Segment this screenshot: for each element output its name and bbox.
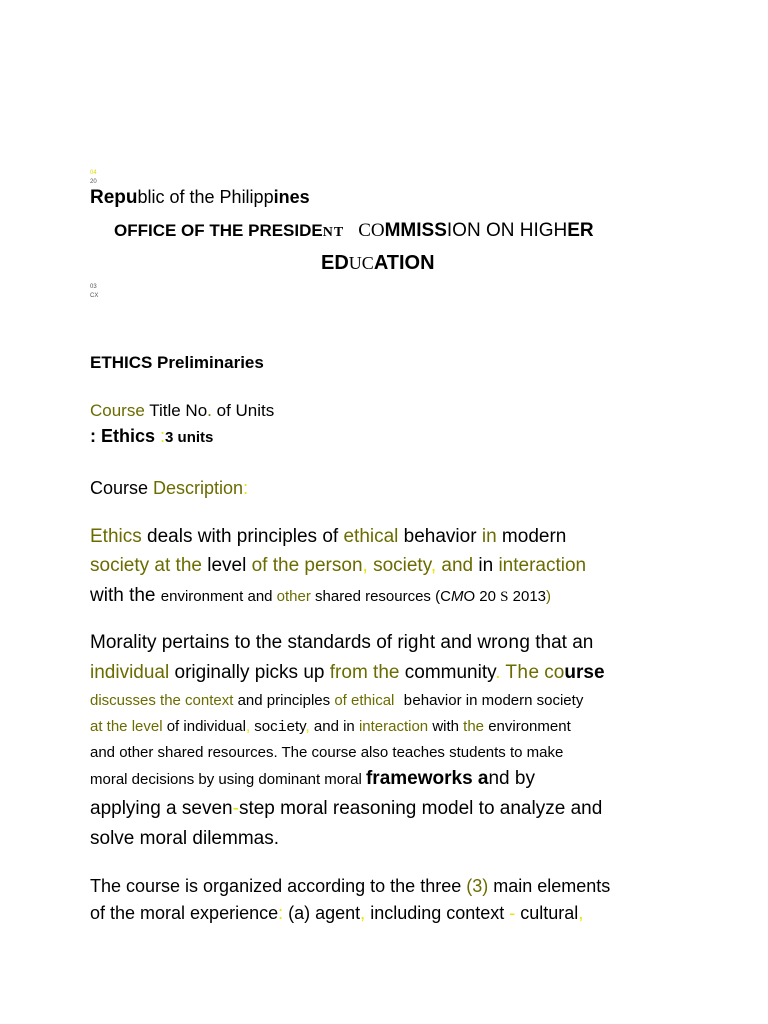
course-units-line: : Ethics :3 units — [90, 426, 214, 446]
paragraph-2-line-4: at the level of individual, society, and in interaction with the environment — [90, 718, 571, 736]
paragraph-2-line-8: solve moral dilemmas. — [90, 828, 279, 849]
education-line: EDUCATION — [321, 252, 435, 274]
paragraph-2-line-2: individual originally picks up from the community. The course — [90, 662, 605, 684]
margin-mark: 03 — [90, 284, 97, 290]
paragraph-2-line-7: applying a seven-step moral reasoning model to analyze and — [90, 798, 603, 819]
section-title: ETHICS Preliminaries — [90, 353, 264, 372]
office-line: OFFICE OF THE PRESIDENT COMMISSION ON HIGHER — [114, 220, 594, 241]
paragraph-3-line-1: The course is organized according to the three (3) main elements — [90, 876, 611, 896]
paragraph-2-line-6: moral decisions by using dominant moral frameworks and by — [90, 768, 535, 789]
margin-mark: 04 — [90, 170, 97, 176]
course-title-line: Course Title No. of Units — [90, 401, 275, 420]
margin-mark: CX — [90, 293, 99, 299]
paragraph-1-line-2: society at the level of the person, society, and in interaction — [90, 555, 587, 576]
margin-mark: 20 — [90, 179, 97, 185]
paragraph-3-line-2: of the moral experience: (a) agent, including context - cultural, — [90, 903, 584, 923]
paragraph-2-line-5: and other shared resources. The course also teaches students to make — [90, 744, 564, 761]
paragraph-2-line-1: Morality pertains to the standards of right and wrong that an — [90, 632, 594, 654]
republic-line: Republic of the Philippines — [90, 187, 310, 208]
paragraph-1-line-1: Ethics deals with principles of ethical behavior in modern — [90, 526, 567, 547]
course-description-heading: Course Description: — [90, 478, 249, 498]
paragraph-1-line-3: with the environment and other shared resources (CMO 20 S 2013) — [90, 585, 552, 606]
paragraph-2-line-3: discusses the context and principles of ethical behavior in modern society — [90, 692, 584, 710]
